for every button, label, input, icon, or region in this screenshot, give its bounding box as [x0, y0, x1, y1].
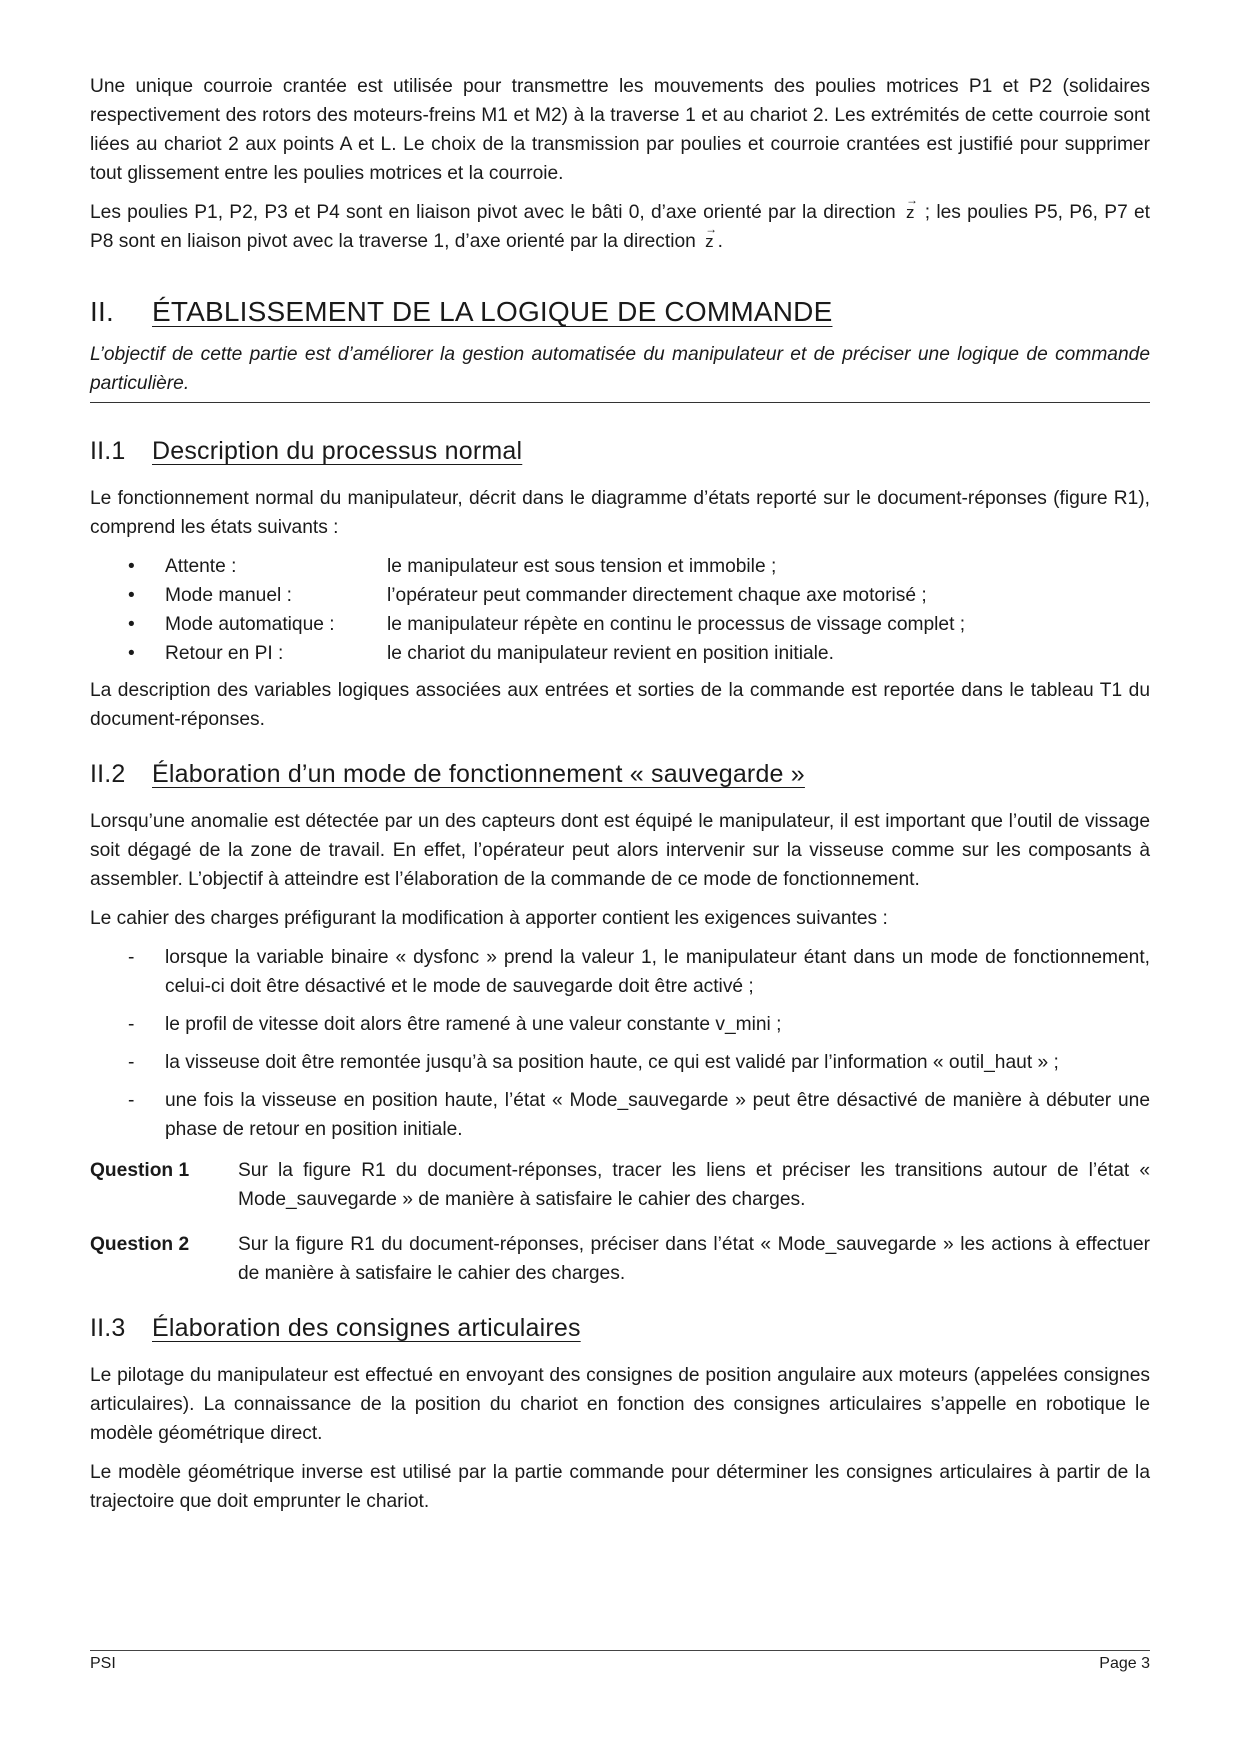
subsection-2-title: Élaboration d’un mode de fonctionnement « sauvegarde »	[152, 760, 805, 788]
dash-icon: -	[128, 1014, 135, 1035]
list-item	[90, 1048, 1150, 1077]
bullet-icon: •	[128, 643, 135, 664]
list-item	[90, 610, 1150, 639]
section-heading	[90, 296, 1150, 328]
state-desc: le manipulateur répète en continu le processus de vissage complet ;	[387, 614, 966, 635]
requirement-text: la visseuse doit être remontée jusqu’à sa position haute, ce qui est validé par l’information « outil_haut » ;	[165, 1052, 1059, 1073]
section-number: II.	[90, 296, 114, 327]
vector-z-1: → z	[906, 198, 915, 227]
subsection-2-number: II.2	[90, 760, 126, 788]
question-2	[90, 1230, 1150, 1288]
intro-p2-part-a: Les poulies P1, P2, P3 et P4 sont en liaison pivot avec le bâti 0, d’axe orienté par la direction	[90, 202, 896, 223]
s2-paragraph-1: Lorsqu’une anomalie est détectée par un des capteurs dont est équipé le manipulateur, il est important que l’outil de vissage soit dégagé de la zone de travail. En effet, l’opérateur peut alors intervenir sur la visseuse comme sur les composants à assembler. L’objectif à atteindre est l’élaboration de la commande de ce mode de fonctionnement.	[90, 811, 1150, 890]
intro-paragraph-1: Une unique courroie crantée est utilisée pour transmettre les mouvements des poulies motrices P1 et P2 (solidaires respectivement des rotors des moteurs-freins M1 et M2) à la traverse 1 et au chariot 2. Les extrémités de cette courroie sont liées au chariot 2 aux points A et L. Le choix de la transmission par poulies et courroie crantées est justifié pour supprimer tout glissement entre les poulies motrices et la courroie.	[90, 76, 1150, 184]
list-item	[90, 639, 1150, 668]
question-text: Sur la figure R1 du document-réponses, tracer les liens et préciser les transitions autour de l’état « Mode_sauvegarde » de manière à satisfaire le cahier des charges.	[238, 1160, 1150, 1210]
requirement-text: lorsque la variable binaire « dysfonc » prend la valeur 1, le manipulateur étant dans un mode de fonctionnement, celui-ci doit être désactivé et le mode de sauvegarde doit être activé ;	[165, 947, 1150, 997]
requirement-text: une fois la visseuse en position haute, l’état « Mode_sauvegarde » peut être désactivé de manière à débuter une phase de retour en position initiale.	[165, 1090, 1150, 1140]
dash-icon: -	[128, 1090, 135, 1111]
bullet-icon: •	[128, 614, 135, 635]
states-list	[90, 552, 1150, 668]
subsection-heading-2	[90, 760, 1150, 789]
bullet-icon: •	[128, 585, 135, 606]
state-label: Mode manuel :	[165, 585, 292, 606]
state-label: Attente :	[165, 556, 237, 577]
list-item	[90, 943, 1150, 1001]
dash-icon: -	[128, 1052, 135, 1073]
subsection-heading-1	[90, 437, 1150, 466]
footer-left: PSI	[90, 1655, 116, 1672]
state-label: Retour en PI :	[165, 643, 284, 664]
page-number: Page 3	[1099, 1655, 1150, 1672]
subsection-heading-3	[90, 1314, 1150, 1343]
list-item	[90, 1010, 1150, 1039]
page-body	[90, 72, 1150, 1526]
s3-paragraph-2: Le modèle géométrique inverse est utilisé par la partie commande pour déterminer les consignes articulaires à partir de la trajectoire que doit emprunter le chariot.	[90, 1462, 1150, 1512]
question-1	[90, 1156, 1150, 1214]
list-item	[90, 1086, 1150, 1144]
page-footer	[90, 1650, 1150, 1673]
requirement-text: le profil de vitesse doit alors être ramené à une valeur constante v_mini ;	[165, 1014, 782, 1035]
bullet-icon: •	[128, 556, 135, 577]
state-desc: le manipulateur est sous tension et immobile ;	[387, 556, 777, 577]
dash-icon: -	[128, 947, 135, 968]
state-desc: l’opérateur peut commander directement chaque axe motorisé ;	[387, 585, 927, 606]
subsection-1-title: Description du processus normal	[152, 437, 523, 465]
section-title: ÉTABLISSEMENT DE LA LOGIQUE DE COMMANDE	[152, 296, 833, 327]
state-label: Mode automatique :	[165, 614, 335, 635]
list-item	[90, 581, 1150, 610]
s2-paragraph-2: Le cahier des charges préfigurant la modification à apporter contient les exigences suivantes :	[90, 908, 888, 929]
subsection-3-title: Élaboration des consignes articulaires	[152, 1314, 581, 1342]
list-item	[90, 552, 1150, 581]
vector-z-2: → z	[705, 227, 714, 256]
subsection-3-number: II.3	[90, 1314, 126, 1342]
intro-p2-part-b: ; les poulies P5, P6, P7 et P8 sont en liaison pivot avec la traverse 1, d’axe orienté par la direction	[90, 202, 1150, 252]
subsection-1-number: II.1	[90, 437, 126, 465]
section-objective: L’objectif de cette partie est d’améliorer la gestion automatisée du manipulateur et de préciser une logique de commande particulière.	[90, 340, 1150, 403]
intro-paragraph-2	[90, 198, 1150, 256]
requirements-list	[90, 943, 1150, 1144]
s1-outro: La description des variables logiques associées aux entrées et sorties de la commande est reportée dans le tableau T1 du document-réponses.	[90, 680, 1150, 730]
s3-paragraph-1: Le pilotage du manipulateur est effectué en envoyant des consignes de position angulaire aux moteurs (appelées consignes articulaires). La connaissance de la position du chariot en fonction des consignes articulaires s’appelle en robotique le modèle géométrique direct.	[90, 1365, 1150, 1444]
state-desc: le chariot du manipulateur revient en position initiale.	[387, 643, 834, 664]
intro-p2-part-c: .	[717, 231, 723, 252]
question-label: Question 1	[90, 1160, 190, 1181]
s1-intro: Le fonctionnement normal du manipulateur, décrit dans le diagramme d’états reporté sur le document-réponses (figure R1), comprend les états suivants :	[90, 488, 1150, 538]
question-text: Sur la figure R1 du document-réponses, préciser dans l’état « Mode_sauvegarde » les actions à effectuer de manière à satisfaire le cahier des charges.	[238, 1234, 1150, 1284]
question-label: Question 2	[90, 1234, 190, 1255]
